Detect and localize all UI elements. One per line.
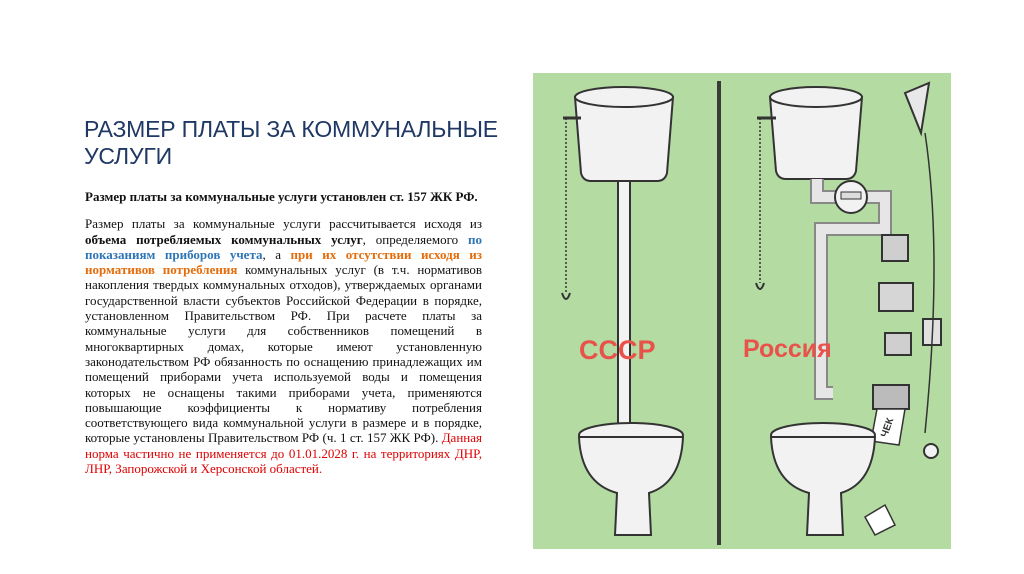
russia-tank-top bbox=[770, 87, 862, 107]
cartoon-svg bbox=[533, 73, 951, 549]
cartoon-illustration bbox=[533, 73, 951, 549]
water-meter-display bbox=[841, 192, 861, 199]
receipt-label: ЧЕК bbox=[879, 416, 897, 440]
panel-divider bbox=[717, 81, 721, 545]
russia-label: Россия bbox=[743, 335, 832, 363]
body-paragraph bbox=[85, 216, 482, 476]
ussr-tank-top bbox=[575, 87, 673, 107]
text-run: , определяемого bbox=[362, 231, 468, 247]
text-run: , а bbox=[262, 246, 291, 262]
ussr-tank bbox=[575, 97, 673, 181]
meter-box-icon bbox=[885, 333, 911, 355]
socket-icon bbox=[924, 444, 938, 458]
highlight-meters: по показаниям приборов учета bbox=[85, 231, 482, 262]
highlight-volume: объема потребляемых коммунальных услуг bbox=[85, 231, 363, 247]
text-block bbox=[85, 189, 482, 476]
ussr-pipe bbox=[618, 181, 630, 431]
ussr-label: СССР bbox=[579, 335, 656, 365]
text-run: Размер платы за коммунальные услуги рассчитывается исходя из bbox=[85, 216, 482, 232]
red-note: Данная норма частично не применяется до 01.01.2028 г. на территориях ДНР, ЛНР, Запорожской и Херсонской областей. bbox=[85, 430, 482, 477]
slide-title: РАЗМЕР ПЛАТЫ ЗА КОММУНАЛЬНЫЕ УСЛУГИ bbox=[84, 116, 498, 169]
meter-box-icon bbox=[882, 235, 908, 261]
text-run: коммунальных услуг (в т.ч. нормативов накопления твердых коммунальных отходов), утверждаемых органами государственной власти субъектов Российской Федерации в порядке, установленном Правительством РФ. При расчете платы за коммунальные услуги для собственников помещений в многоквартирных домах, которые имеют установленную законодательством РФ обязанность по оснащению принадлежащих им помещений приборами учета используемой воды и помещения которых не оснащены такими приборами учета, применяются повышающие коэффициенты к нормативу потребления соответствующего вида коммунальной услуги в размере и в порядке, которые установлены Правительством РФ (ч. 1 ст. 157 ЖК РФ). bbox=[85, 262, 483, 446]
highlight-norms: при их отсутствии исходя из нормативов потребления bbox=[85, 246, 482, 278]
russia-tank bbox=[770, 97, 862, 179]
lead-paragraph: Размер платы за коммунальные услуги установлен ст. 157 ЖК РФ. bbox=[85, 189, 478, 204]
meter-box-icon bbox=[879, 283, 913, 311]
receipt-printer-icon bbox=[873, 385, 909, 409]
